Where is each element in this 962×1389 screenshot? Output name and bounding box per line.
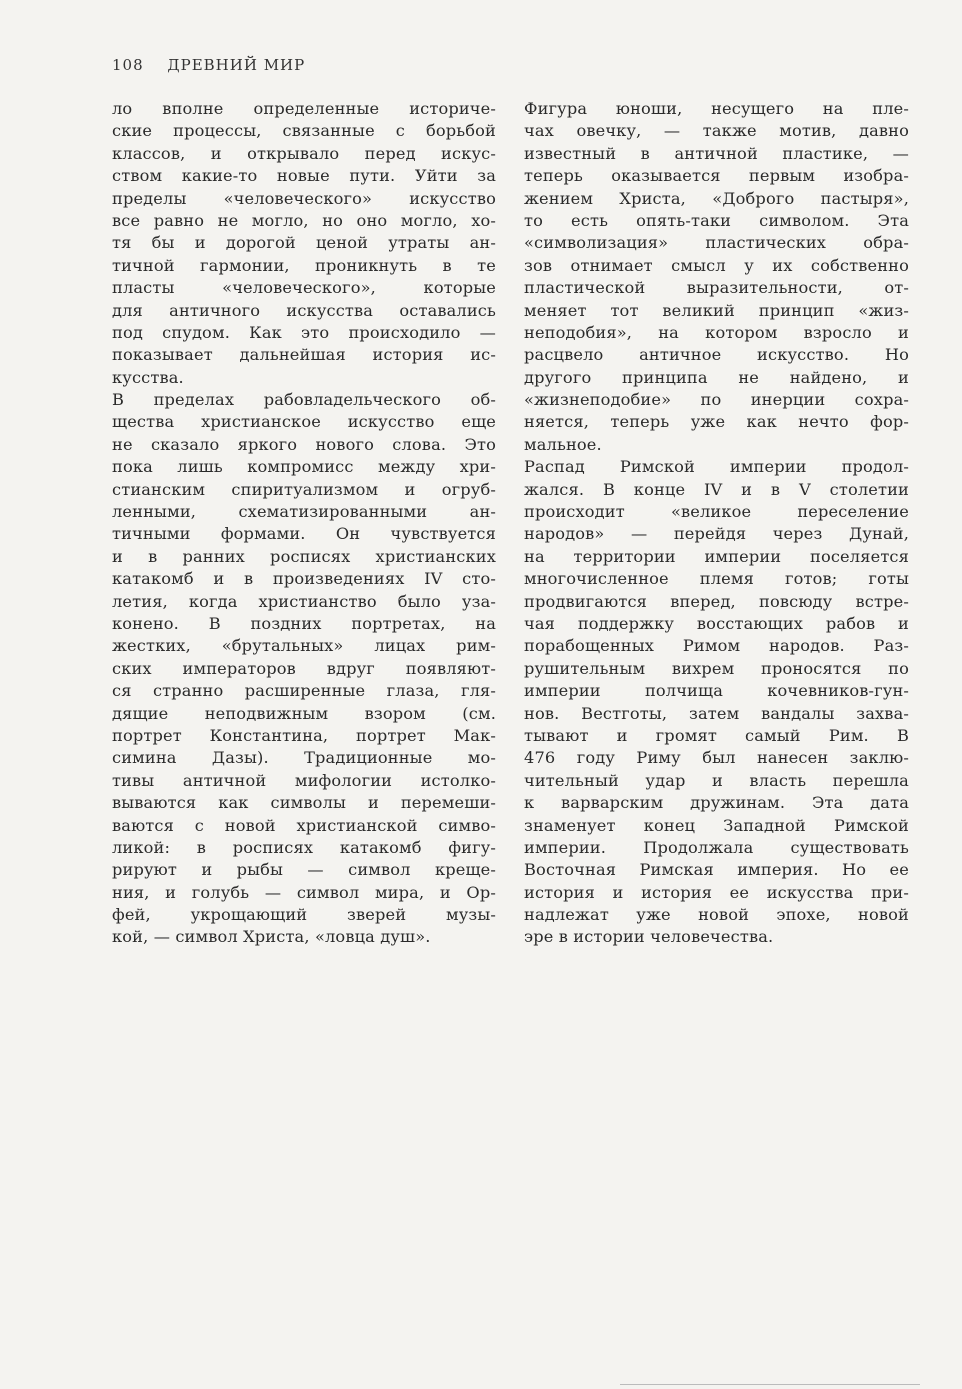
text-line: жением Христа, «Доброго пастыря», [524, 188, 909, 208]
text-line: портрет Константина, портрет Мак- [112, 725, 496, 745]
text-line: катакомб и в произведениях IV сто- [112, 569, 496, 589]
left-column [112, 98, 496, 949]
text-line: чах овечку, — также мотив, давно [524, 121, 909, 141]
text-line: неподобия», на котором взросло и [524, 322, 909, 342]
text-line: все равно не могло, но оно могло, хо- [112, 210, 496, 230]
text-line: нов. Вестготы, затем вандалы захва- [524, 703, 909, 723]
right-column [524, 98, 909, 949]
text-line: расцвело античное искусство. Но [524, 345, 909, 365]
running-header [112, 56, 305, 74]
text-line: чая поддержку восстающих рабов и [524, 613, 909, 633]
section-title: ДРЕВНИЙ МИР [167, 56, 306, 74]
text-line: надлежат уже новой эпохе, новой [524, 905, 909, 925]
text-line: многочисленное племя готов; готы [524, 569, 909, 589]
text-line: история и история ее искусства при- [524, 882, 909, 902]
text-line: продвигаются вперед, повсюду встре- [524, 591, 909, 611]
text-line: кой, — символ Христа, «ловца душ». [112, 927, 431, 947]
text-line: другого принципа не найдено, и [524, 367, 909, 387]
text-line: ские процессы, связанные с борьбой [112, 121, 496, 141]
paragraph [524, 98, 909, 456]
text-line: эре в истории человечества. [524, 927, 774, 947]
text-line: конено. В поздних портретах, на [112, 613, 496, 633]
text-line: симина Дазы). Традиционные мо- [112, 748, 496, 768]
text-line: теперь оказывается первым изобра- [524, 166, 909, 186]
text-line: к варварским дружинам. Эта дата [524, 793, 909, 813]
text-line: ваются с новой христианской симво- [112, 815, 496, 835]
text-line: «символизация» пластических обра- [524, 233, 909, 253]
text-line: дящие неподвижным взором (см. [112, 703, 496, 723]
text-line: ния, и голубь — символ мира, и Ор- [112, 882, 496, 902]
text-line: империи полчища кочевников-гун- [524, 681, 909, 701]
text-line: Фигура юноши, несущего на пле- [524, 99, 909, 118]
text-line: 476 году Риму был нанесен заклю- [524, 748, 909, 768]
text-line: фей, укрощающий зверей музы- [112, 905, 496, 925]
text-line: жался. В конце IV и в V столетии [524, 479, 909, 499]
text-line: «жизнеподобие» по инерции сохра- [524, 390, 909, 410]
text-line: ством какие-то новые пути. Уйти за [112, 166, 496, 186]
text-line: показывает дальнейшая история ис- [112, 345, 496, 365]
text-line: ских императоров вдруг появляют- [112, 658, 496, 678]
text-line: кусства. [112, 367, 184, 387]
text-line: пока лишь компромисс между хри- [112, 457, 496, 477]
text-line: чительный удар и власть перешла [524, 770, 909, 790]
text-line: меняет тот великий принцип «жиз- [524, 300, 909, 320]
text-line: известный в античной пластике, — [524, 143, 909, 163]
text-line: знаменует конец Западной Римской [524, 815, 909, 835]
text-line: тичными формами. Он чувствуется [112, 524, 496, 544]
text-line: зов отнимает смысл у их собственно [524, 255, 909, 275]
text-line: не сказало яркого нового слова. Это [112, 434, 496, 454]
text-line: ло вполне определенные историче- [112, 99, 496, 118]
text-line: вываются как символы и перемеши- [112, 793, 496, 813]
text-line: под спудом. Как это происходило — [112, 322, 496, 342]
text-line: на территории империи поселяется [524, 546, 909, 566]
bottom-rule [620, 1384, 920, 1385]
page-number: 108 [112, 56, 144, 74]
text-line: тя бы и дорогой ценой утраты ан- [112, 233, 496, 253]
text-line: щества христианское искусство еще [112, 412, 496, 432]
text-line: пределы «человеческого» искусство [112, 188, 496, 208]
text-line: империи. Продолжала существовать [524, 837, 909, 857]
text-line: стианским спиритуализмом и огруб- [112, 479, 496, 499]
text-line: жестких, «брутальных» лицах рим- [112, 636, 496, 656]
paragraph [112, 389, 496, 949]
text-line: пластической выразительности, от- [524, 278, 909, 298]
text-line: ся странно расширенные глаза, гля- [112, 681, 496, 701]
text-line: ленными, схематизированными ан- [112, 502, 496, 522]
text-line: то есть опять-таки символом. Эта [524, 210, 909, 230]
text-line: Восточная Римская империя. Но ее [524, 860, 909, 880]
text-line: тичной гармонии, проникнуть в те [112, 255, 496, 275]
text-line: пласты «человеческого», которые [112, 278, 496, 298]
paragraph [524, 456, 909, 949]
text-line: тивы античной мифологии истолко- [112, 770, 496, 790]
text-line: порабощенных Римом народов. Раз- [524, 636, 909, 656]
text-line: Распад Римской империи продол- [524, 457, 909, 477]
text-line: рируют и рыбы — символ креще- [112, 860, 496, 880]
text-line: и в ранних росписях христианских [112, 546, 496, 566]
text-line: тывают и громят самый Рим. В [524, 725, 909, 745]
text-line: рушительным вихрем проносятся по [524, 658, 909, 678]
text-line: классов, и открывало перед искус- [112, 143, 496, 163]
text-line: происходит «великое переселение [524, 502, 909, 522]
text-line: мальное. [524, 434, 602, 454]
paragraph [112, 98, 496, 389]
text-line: В пределах рабовладельческого об- [112, 390, 496, 410]
text-line: для античного искусства оставались [112, 300, 496, 320]
text-line: ликой: в росписях катакомб фигу- [112, 837, 496, 857]
text-line: няется, теперь уже как нечто фор- [524, 412, 909, 432]
text-line: летия, когда христианство было уза- [112, 591, 496, 611]
text-line: народов» — перейдя через Дунай, [524, 524, 909, 544]
